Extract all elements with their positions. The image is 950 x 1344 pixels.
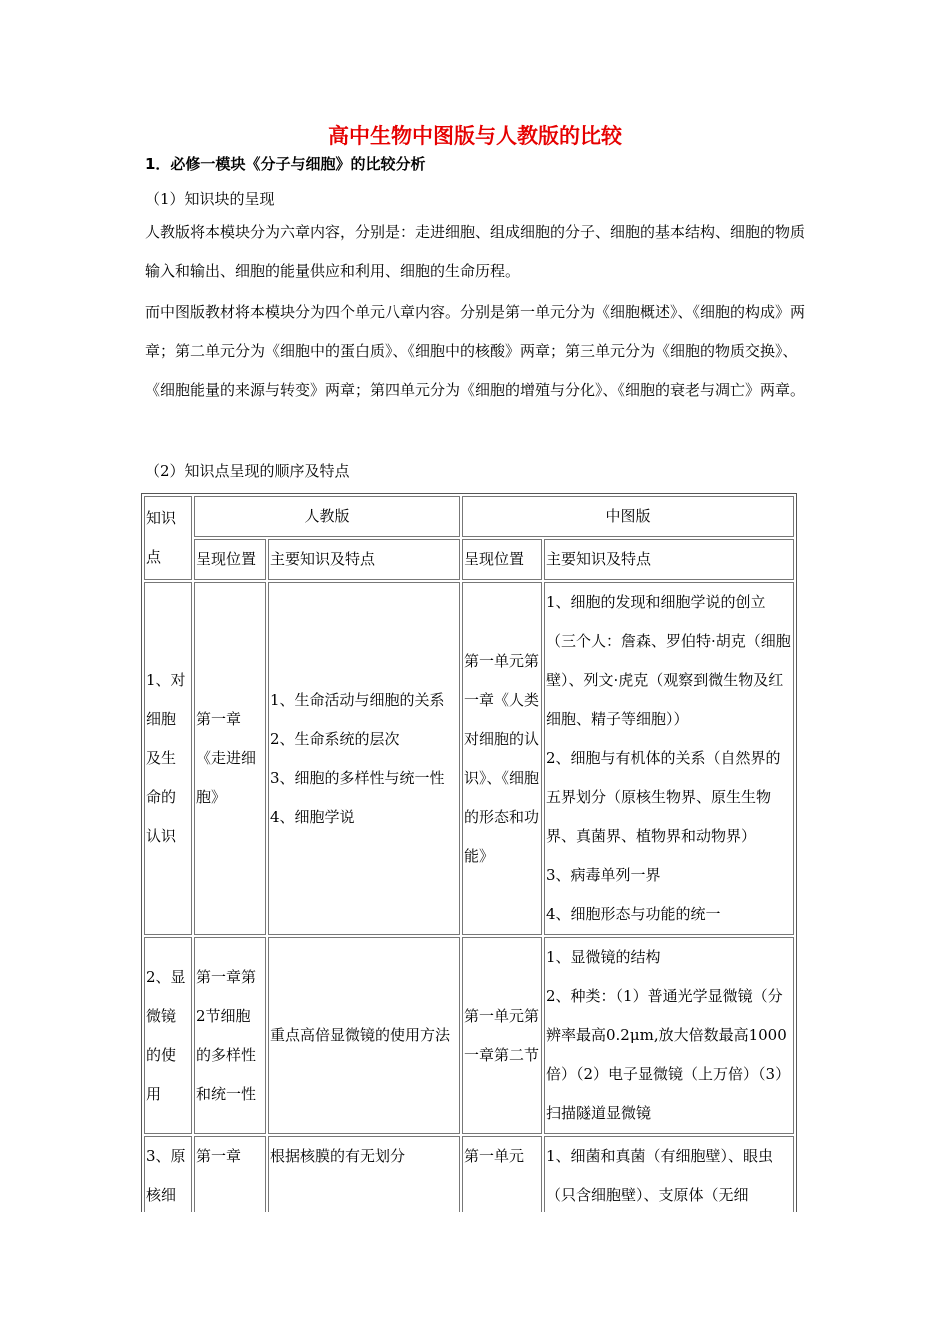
page-bottom-margin <box>0 1212 950 1344</box>
rjb-main-cell <box>268 582 460 935</box>
header-rjb-position: 呈现位置 <box>194 539 266 580</box>
rjb-position-cell: 第一章 <box>194 1136 266 1255</box>
header-ztb-main: 主要知识及特点 <box>544 539 794 580</box>
list-item: 根据核膜的有无划分 <box>270 1147 406 1165</box>
ztb-main-cell <box>544 937 794 1134</box>
header-rjb-main: 主要知识及特点 <box>268 539 460 580</box>
header-ztb-position: 呈现位置 <box>462 539 542 580</box>
rjb-position-cell: 第一章第2节细胞的多样性和统一性 <box>194 937 266 1134</box>
list-item: 4、细胞学说 <box>270 807 355 826</box>
page-title: 高中生物中图版与人教版的比较 <box>328 124 622 148</box>
table-row <box>144 937 794 1134</box>
subheading-knowledge-blocks: （1）知识块的呈现 <box>145 190 275 208</box>
list-item: 重点高倍显微镜的使用方法 <box>270 1026 451 1044</box>
rjb-position-cell: 第一章《走进细胞》 <box>194 582 266 935</box>
list-item: 2、种类：（1）普通光学显微镜（分辨率最高0.2μm,放大倍数最高1000倍）（2）电子显微镜（上万倍）（3） 扫描隧道显微镜 <box>546 987 791 1122</box>
list-item: 1、生命活动与细胞的关系 <box>270 690 445 709</box>
ztb-main-cell <box>544 582 794 935</box>
list-item: 4、细胞形态与功能的统一 <box>546 905 721 923</box>
list-item: 3、病毒单列一界 <box>546 866 661 884</box>
paragraph-ztb-overview: 而中图版教材将本模块分为四个单元八章内容。分别是第一单元分为《细胞概述》、《细胞的构成》两章；第二单元分为《细胞中的蛋白质》、《细胞中的核酸》两章；第三单元分为《细胞的物质交换》、《细胞能量的来源与转变》两章；第四单元分为《细胞的增殖与分化》、《细胞的衰老与凋亡》两章。 <box>145 303 806 399</box>
list-item: 3、细胞的多样性与统一性 <box>270 768 445 787</box>
list-item: 2、生命系统的层次 <box>270 729 400 748</box>
rjb-main-cell <box>268 937 460 1134</box>
subheading-order-features: （2）知识点呈现的顺序及特点 <box>145 462 350 480</box>
list-item: 1、细胞的发现和细胞学说的创立（三个人：詹森、罗伯特·胡克（细胞壁）、列文·虎克（观察到微生物及红细胞、精子等细胞）） <box>546 593 791 728</box>
table-row <box>144 582 794 935</box>
ztb-position-cell: 第一单元第一章《人类对细胞的认识》、《细胞的形态和功能》 <box>462 582 542 935</box>
header-ztb: 中图版 <box>462 496 794 537</box>
knowledge-cell: 1、对细胞及生命的认识 <box>144 582 192 935</box>
knowledge-cell: 2、显微镜的使用 <box>144 937 192 1134</box>
list-item: 1、显微镜的结构 <box>546 948 661 966</box>
header-rjb: 人教版 <box>194 496 460 537</box>
paragraph-rjb-overview: 人教版将本模块分为六章内容，分别是：走进细胞、组成细胞的分子、细胞的基本结构、细胞的物质输入和输出、细胞的能量供应和利用、细胞的生命历程。 <box>145 223 806 280</box>
section-heading: 1．必修一模块《分子与细胞》的比较分析 <box>145 155 426 173</box>
comparison-table <box>141 493 797 1258</box>
list-item: 1、细菌和真菌（有细胞壁）、眼虫（只含细胞壁）、支原体（无细 <box>546 1147 774 1204</box>
ztb-position-cell: 第一单元第一章第二节 <box>462 937 542 1134</box>
knowledge-cell: 3、原核细 <box>144 1136 192 1255</box>
ztb-position-cell: 第一单元 <box>462 1136 542 1255</box>
list-item: 2、细胞与有机体的关系（自然界的五界划分（原核生物界、原生生物界、真菌界、植物界和动物界） <box>546 749 781 845</box>
header-knowledge-point: 知识点 <box>144 496 192 580</box>
